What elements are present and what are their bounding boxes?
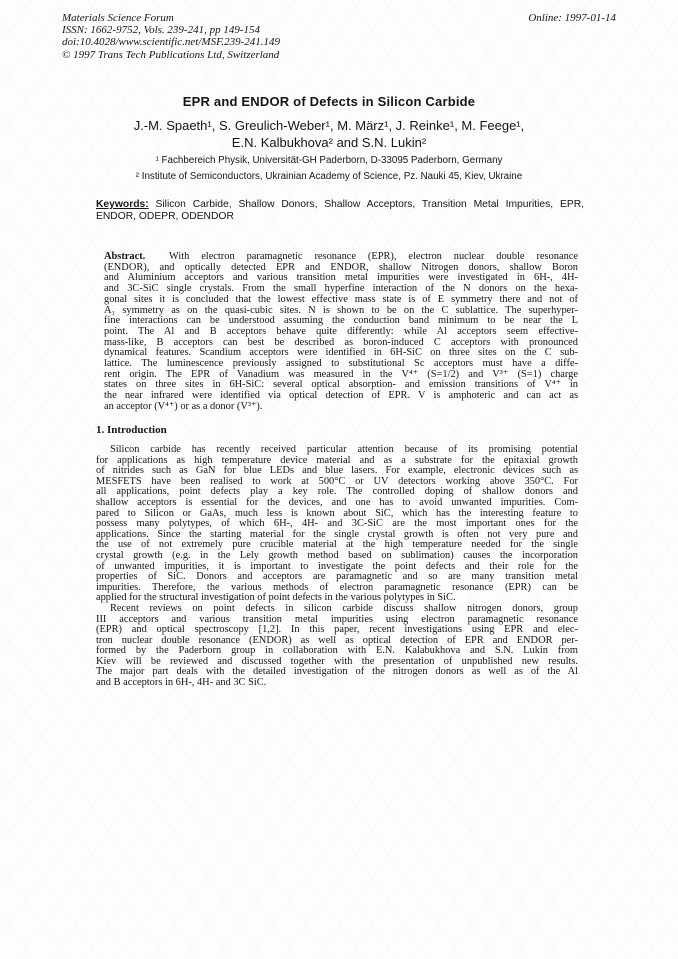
body-line: formed by the Paderborn group in collaboration with E.N. Kalabukhova and S.N. Lukin from — [96, 645, 578, 657]
abstract-line: the near infrared were identified via optical detection of EPR. V is amphoteric and can act as — [104, 390, 578, 402]
author-line: E.N. Kalbukhova² and S.N. Lukin² — [231, 134, 427, 150]
body-line: applications. Since the starting material for the single crystal growth is often not very pure and — [96, 528, 578, 540]
abstract-line: and 3C-SiC single crystals. From the small hyperfine interaction of the N donors on the hexa- — [104, 283, 578, 295]
affiliation-line: ¹ Fachbereich Physik, Universität-GH Paderborn, D-33095 Paderborn, Germany — [155, 155, 503, 166]
keywords-text: Silicon Carbide, Shallow Donors, Shallow Acceptors, Transition Metal Impurities, EPR, — [155, 199, 584, 210]
author-list — [0, 118, 658, 151]
abstract-line: rent origin. The EPR of Vanadium was measured in the V⁴⁺ (S=1/2) and V³⁺ (S=1) charge — [104, 368, 578, 380]
author-line: J.-M. Spaeth¹, S. Greulich-Weber¹, M. März¹, J. Reinke¹, M. Feege¹, — [133, 118, 525, 133]
journal-issn-line: ISSN: 1662-9752, Vols. 239-241, pp 149-154 — [62, 24, 260, 37]
body-line: properties of SiC. Donors and acceptors are paramagnetic and so are many transition metal — [96, 571, 578, 583]
abstract-block — [104, 252, 578, 413]
body-line: for applications as high temperature device material and as a substrate for the epitaxial growth — [96, 454, 578, 466]
section-heading-introduction: 1. Introduction — [96, 424, 167, 436]
abstract-rest — [104, 263, 578, 413]
keywords-first-line — [96, 199, 584, 211]
body-line: possess many polytypes, of which 6H-, 4H- and 3C-SiC are the most important ones for the — [96, 518, 578, 530]
abstract-line: states on three sites in 6H-SiC: several optical absorption- and emission transitions of V⁴⁺ in — [104, 379, 578, 391]
introduction-paragraph-2 — [96, 604, 578, 689]
body-line: Recent reviews on point defects in silicon carbide discuss shallow nitrogen donors, group — [110, 602, 578, 614]
keywords-line: ENDOR, ODEPR, ODENDOR — [96, 210, 234, 222]
body-line: applied for the structural investigation of point defects in the various polytypes in SiC. — [96, 592, 456, 604]
body-line: crystal growth (e.g. in the Lely growth method based on sublimation) causes the incorporation — [96, 549, 578, 561]
affiliation-list — [0, 153, 658, 185]
journal-title: Materials Science Forum — [62, 12, 174, 24]
body-line: and B acceptors in 6H-, 4H- and 3C SiC. — [96, 677, 267, 689]
introduction-paragraph-1 — [96, 445, 578, 604]
body-line: impurities. Therefore, the various methods of electron paramagnetic resonance (EPR) can be — [96, 581, 578, 593]
body-line: The major part deals with the detailed investigation of the nitrogen donors as well as of the Al — [96, 666, 578, 678]
body-line: shallow acceptors is essential for the devices, and one has to avoid unwanted impurities. Com- — [96, 496, 578, 508]
body-line: tron nuclear double resonance (ENDOR) as well as optical detection of EPR and ENDOR per- — [96, 634, 578, 646]
body-line: Kiev will be reviewed and discussed together with the presentation of unpublished new results. — [96, 655, 578, 667]
abstract-line: A₁ symmetry as on the quasi-cubic sites. N is shown to be on the C sublattice. The superhyper- — [104, 304, 578, 316]
paper-title: EPR and ENDOR of Defects in Silicon Carbide — [182, 94, 476, 109]
abstract-line: (ENDOR), and optically detected EPR and ENDOR, shallow Nitrogen donors, shallow Boron — [104, 261, 578, 273]
abstract-line: lattice. The luminescence previously assigned to substitutional Sc acceptors must have a diffe- — [104, 358, 578, 370]
abstract-line: dynamical features. Scandium acceptors were identified in 6H-SiC on three sites on the C sub- — [104, 347, 578, 359]
abstract-line: fine interactions can be understood assuming the conduction band minimum to be near the L — [104, 315, 578, 327]
body-line: all applications, point defects play a key role. The controlled doping of shallow donors and — [96, 486, 578, 498]
journal-copyright-line: © 1997 Trans Tech Publications Ltd, Switzerland — [62, 48, 280, 61]
abstract-line: gonal sites it is concluded that the lowest effective mass state is of E symmetry there and not of — [104, 293, 578, 305]
body-line: of nitrides such as GaN for blue LEDs and blue lasers. For example, electronic devices such as — [96, 465, 578, 477]
online-date: Online: 1997-01-14 — [528, 12, 616, 24]
abstract-label: Abstract. — [104, 251, 146, 262]
body-line: III acceptors and various transition metal impurities using electron paramagnetic resonance — [96, 613, 578, 625]
journal-doi-line: doi:10.4028/www.scientific.net/MSF.239-241.149 — [62, 36, 281, 49]
affiliation-line: ² Institute of Semiconductors, Ukrainian Academy of Science, Pz. Nauki 45, Kiev, Ukraine — [135, 171, 523, 182]
body-line: MESFETS have been realised to work at 500°C or UV detectors working above 350°C. For — [96, 475, 578, 487]
abstract-line: mass-like, B acceptors can best be described as boron-induced C acceptors with pronounced — [104, 336, 578, 348]
abstract-line: and Aluminium acceptors and various transition metal impurities were investigated in 6H-, 4H- — [104, 272, 578, 284]
abstract-text: With electron paramagnetic resonance (EPR), electron nuclear double resonance — [168, 251, 578, 262]
keywords-block — [96, 199, 584, 222]
journal-header-block — [62, 12, 280, 61]
body-line: (EPR) and optical spectroscopy [1,2]. In this paper, recent investigations using EPR and elec- — [96, 624, 578, 636]
body-line: Silicon carbide has recently received particular attention because of its promising potential — [110, 444, 578, 455]
abstract-line: point. The Al and B acceptors behave quite differently: while Al acceptors seem effective- — [104, 325, 578, 337]
keywords-rest — [96, 211, 584, 223]
body-line: pared to Silicon or GaAs, much less is known about SiC, which has the interesting feature to — [96, 507, 578, 519]
body-line: the use of not extremely pure crucible material at the high temperature needed for the single — [96, 539, 578, 551]
keywords-label: Keywords: — [96, 199, 149, 210]
abstract-line: an acceptor (V⁴⁺) or as a donor (V³⁺). — [104, 400, 263, 412]
body-line: of unwanted impurities, it is important to investigate the point defects and their role for the — [96, 560, 578, 572]
introduction-body — [96, 445, 578, 689]
